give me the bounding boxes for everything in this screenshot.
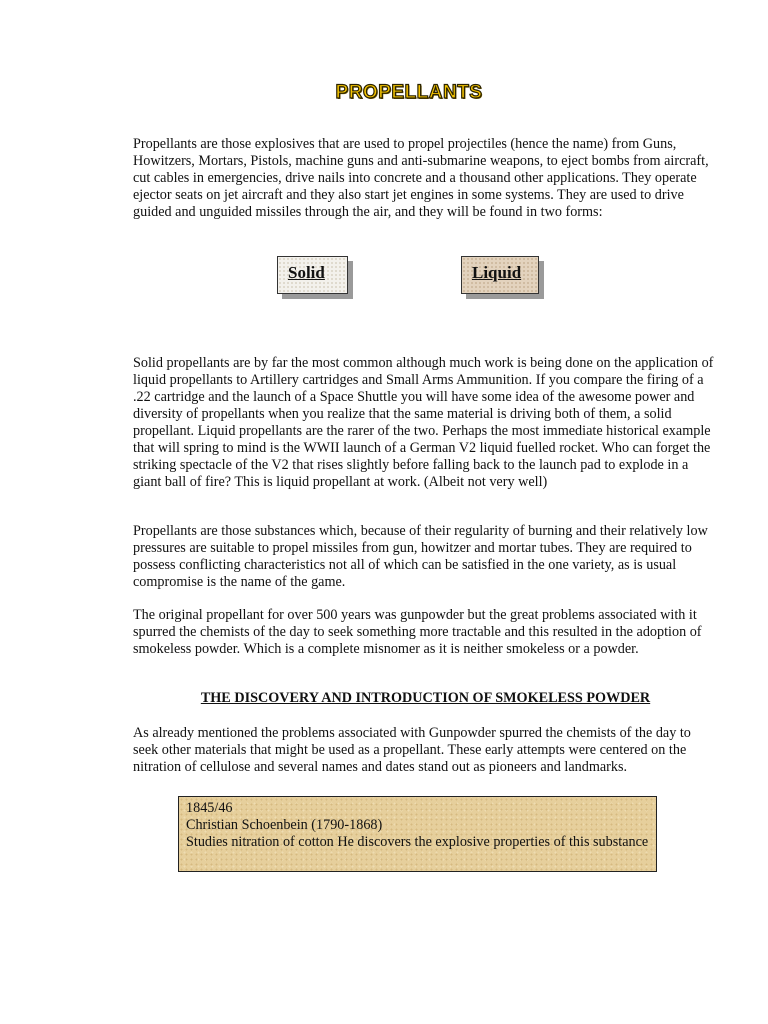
timeline-entry bbox=[178, 796, 657, 872]
section-heading: THE DISCOVERY AND INTRODUCTION OF SMOKELESS POWDER bbox=[200, 690, 651, 706]
solid-form-label: Solid bbox=[277, 256, 348, 294]
original-propellant-paragraph: The original propellant for over 500 years was gunpowder but the great problems associated with it spurred the chemists of the day to seek something more tractable and this resulted in the adoption of smokeless powder. Which is a complete misnomer as it is neither smokeless or a powder. bbox=[133, 607, 702, 657]
timeline-note: Studies nitration of cotton He discovers the explosive properties of this substance bbox=[186, 834, 649, 850]
timeline-person: Christian Schoenbein (1790-1868) bbox=[186, 817, 383, 833]
liquid-form-label: Liquid bbox=[461, 256, 539, 294]
solid-liquid-paragraph: Solid propellants are by far the most common although much work is being done on the application of liquid propellants to Artillery cartridges and Small Arms Ammunition. If you compare the firing of a .22 cartridge and the launch of a Space Shuttle you will have some idea of the awesome power and diversity of propellants when you realize that the same material is driving both of them, a solid propellant. Liquid propellants are the rarer of the two. Perhaps the most immediate historical example that will spring to mind is the WWII launch of a German V2 liquid fuelled rocket. Who can forget the striking spectacle of the V2 that rises slightly before falling back to the launch pad to explode in a giant ball of fire? This is liquid propellant at work. (Albeit not very well) bbox=[133, 355, 714, 490]
page-title: PROPELLANTS bbox=[335, 82, 483, 103]
timeline-date: 1845/46 bbox=[186, 800, 233, 816]
discovery-paragraph: As already mentioned the problems associated with Gunpowder spurred the chemists of the day to seek other materials that might be used as a propellant. These early attempts were centered on the nitration of cellulose and several names and dates stand out as pioneers and landmarks. bbox=[133, 725, 691, 775]
substances-paragraph: Propellants are those substances which, because of their regularity of burning and their relatively low pressures are suitable to propel missiles from gun, howitzer and mortar tubes. They are required to possess conflicting characteristics not all of which can be satisfied in the one variety, as is usual compromise is the name of the game. bbox=[133, 523, 708, 590]
intro-paragraph: Propellants are those explosives that are used to propel projectiles (hence the name) from Guns, Howitzers, Mortars, Pistols, machine guns and anti-submarine weapons, to eject bombs from aircraft, cut cables in emergencies, drive nails into concrete and a thousand other applications. They operate ejector seats on jet aircraft and they also start jet engines in some systems. They are used to drive guided and unguided missiles through the air, and they will be found in two forms: bbox=[133, 136, 709, 220]
